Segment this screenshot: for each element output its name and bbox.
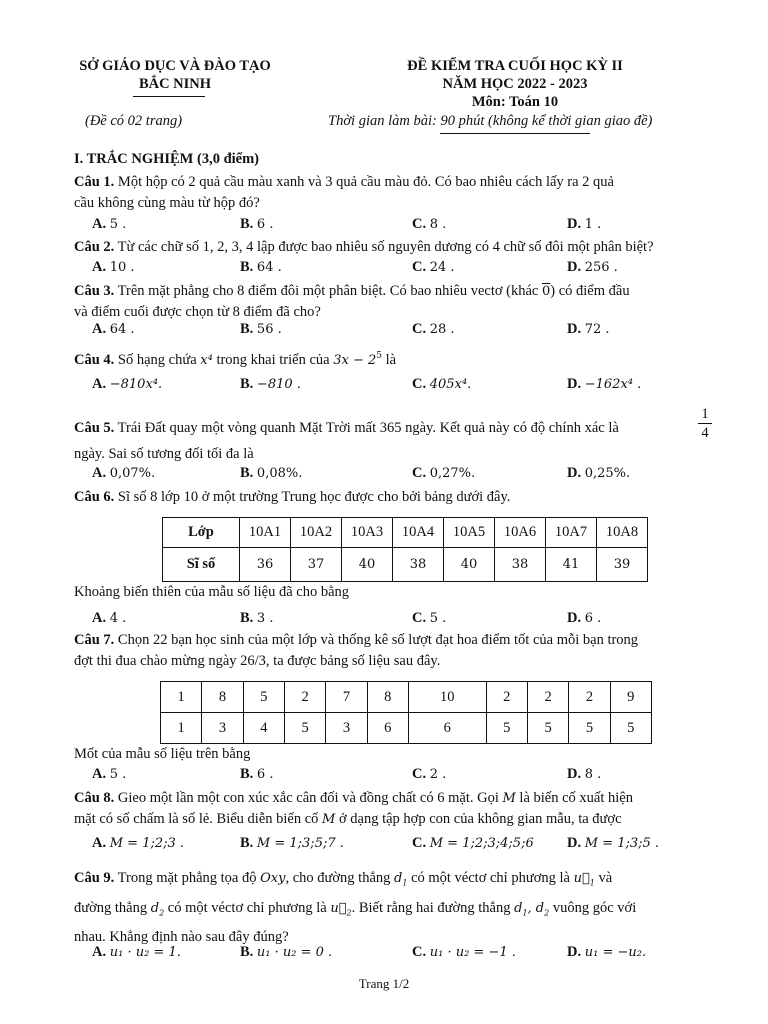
question-text: Trên mặt phẳng cho 8 điểm đôi một phân biệt. Có bao nhiêu vectơ (khác [114,283,542,299]
zero-vector: 0 [541,284,551,299]
q4-option-d: D. −162x⁴ . [567,376,642,392]
q2-option-b: B. 64 . [240,259,282,275]
question-text-cont: cầu không cùng màu từ hộp đó? [74,195,260,211]
table-cell: 3 [326,713,367,744]
question-text-cont: mặt có số chấm là số lẻ. Biểu diễn biến cố [74,811,323,827]
q5-option-d: D. 0,25%. [567,465,631,481]
header-left-underline [133,96,205,97]
event-var: M [322,812,336,827]
exam-title: ĐỀ KIỂM TRA CUỐI HỌC KỲ II [407,58,623,74]
table-row [161,713,652,744]
q4-option-b: B. −810 . [240,376,301,392]
q9-option-b: B. u₁ · u₂ = 0 . [240,944,333,960]
question-text: có một véctơ chỉ phương là [407,870,574,886]
table-cell: 6 [408,713,486,744]
coord-system: Oxy [260,871,286,886]
table-cell: 10A5 [444,518,495,548]
q5-option-b: B. 0,08%. [240,465,303,481]
question-7 [74,630,714,672]
question-label: Câu 8. [74,790,115,806]
question-text: Số hạng chứa [114,351,201,368]
table-cell: 4 [243,713,284,744]
q8-option-b: B. M = 1;3;5;7 . [240,835,344,851]
q7-option-b: B. 6 . [240,766,274,782]
table-row [161,682,652,713]
question-9: Câu 9. Trong mặt phẳng tọa độ Oxy, cho đường thẳng $d_1$ có một véctơ chỉ phương là $u⃗_1$ và đường thẳng $d_2$ có một véctơ chỉ phương là $u⃗_2$. Biết rằng hai đường thẳng $d_1$, $d_2$ vuông góc với nhau. Khẳng định nào sau đây đúng? [74,870,637,946]
table-cell: 10 [408,682,486,713]
q6-option-d: D. 6 . [567,610,602,626]
fraction-numerator: 1 [701,406,709,422]
fraction-denominator: 4 [698,423,712,442]
table-cell: 8 [202,682,243,713]
header-right-underline [440,133,590,134]
table-cell: 5 [284,713,325,744]
question-text: trong khai triển của [212,351,334,368]
table-cell: 5 [243,682,284,713]
question-label: Câu 2. [74,239,115,255]
table-cell: 5 [486,713,527,744]
fraction [698,405,712,442]
question-label: Câu 7. [74,632,115,648]
q4-option-c: C. 405x⁴. [412,376,472,392]
score-table [160,681,652,744]
question-8 [74,788,714,830]
table-cell: 10A3 [342,518,393,548]
expression: 3x − 2 [333,352,377,368]
table-cell: 39 [597,548,648,582]
question-6-cont [74,582,714,603]
exponent: 5 [376,351,382,361]
q5-option-c: C. 0,27%. [412,465,476,481]
question-4 [74,346,714,371]
question-6 [74,487,714,508]
school-year: NĂM HỌC 2022 - 2023 [442,76,588,92]
event-var: M [502,791,516,806]
question-text-cont: đợt thi đua chào mừng ngày 26/3, ta được bảng số liệu sau đây. [74,653,441,669]
question-label: Câu 3. [74,283,115,299]
question-text-cont: đường thẳng [74,899,151,916]
table-cell: 37 [291,548,342,582]
q3-option-c: C. 28 . [412,321,455,337]
table-header-cell: Sĩ số [163,548,240,582]
q7-option-a: A. 5 . [92,766,127,782]
q8-option-d: D. M = 1;3;5 . [567,835,660,851]
q1-option-b: B. 6 . [240,216,274,232]
table-cell: 10A6 [495,518,546,548]
question-label: Câu 4. [74,351,115,368]
question-text: Trái Đất quay một vòng quanh Mặt Trời mất 365 ngày. Kết quả này có độ chính xác là [114,420,619,436]
table-cell: 9 [610,682,651,713]
question-label: Câu 1. [74,174,115,190]
page-count-note: (Đề có 02 trang) [85,113,183,129]
table-cell: 2 [527,682,568,713]
q6-option-c: C. 5 . [412,610,447,626]
question-text: Chọn 22 bạn học sinh của một lớp và thống kê số lượt đạt hoa điểm tốt của mỗi bạn trong [114,632,639,648]
table-cell: 2 [284,682,325,713]
section-title: I. TRẮC NGHIỆM (3,0 điểm) [74,151,260,167]
question-text: Sĩ số 8 lớp 10 ở một trường Trung học được cho bởi bảng dưới đây. [114,489,511,505]
province-name: BẮC NINH [138,76,212,92]
table-cell: 10A8 [597,518,648,548]
question-text-cont: ở dạng tập hợp con của không gian mẫu, ta được [335,811,622,827]
table-cell: 10A1 [240,518,291,548]
question-5 [74,418,714,439]
table-cell: 1 [161,713,202,744]
table-cell: 5 [569,713,610,744]
question-3 [74,281,714,323]
q8-option-a: A. M = 1;2;3 . [92,835,185,851]
question-text-cont: và điểm cuối được chọn từ 8 điểm đã cho? [74,304,321,320]
table-cell: 5 [527,713,568,744]
table-cell: 1 [161,682,202,713]
q9-option-a: A. u₁ · u₂ = 1. [92,944,181,960]
class-size-table [162,517,648,582]
question-text-cont: vuông góc với [549,899,637,916]
table-cell: 40 [444,548,495,582]
question-2 [74,237,714,258]
q8-option-c: C. M = 1;2;3;4;5;6 [412,835,534,851]
question-label: Câu 5. [74,420,115,436]
table-cell: 6 [367,713,408,744]
table-cell: 38 [393,548,444,582]
department-name: SỞ GIÁO DỤC VÀ ĐÀO TẠO [79,58,271,74]
q2-option-c: C. 24 . [412,259,455,275]
question-text-cont: . Biết rằng hai đường thẳng [351,899,515,916]
page-footer: Trang 1/2 [358,976,410,991]
q4-option-a: A. −810x⁴. [92,376,163,392]
question-text-cont: có một véctơ chỉ phương là [164,899,331,916]
q9-option-c: C. u₁ · u₂ = −1 . [412,944,516,960]
q3-option-a: A. 64 . [92,321,135,337]
table-cell: 3 [202,713,243,744]
table-cell: 41 [546,548,597,582]
q1-option-a: A. 5 . [92,216,127,232]
table-cell: 2 [569,682,610,713]
question-text: là biến cố xuất hiện [515,790,633,806]
q3-option-b: B. 56 . [240,321,282,337]
question-text: , cho đường thẳng [285,870,395,886]
question-text-cont: Khoảng biến thiên của mẫu số liệu đã cho bằng [74,584,350,600]
q1-option-d: D. 1 . [567,216,602,232]
table-row [163,518,648,548]
question-text: ) có điểm đầu [550,283,630,299]
question-text-cont: Mốt của mẫu số liệu trên bằng [74,746,251,762]
table-cell: 10A4 [393,518,444,548]
table-cell: 10A2 [291,518,342,548]
q3-option-d: D. 72 . [567,321,610,337]
time-note: Thời gian làm bài: 90 phút (không kể thời gian giao đề) [328,113,653,129]
table-cell: 38 [495,548,546,582]
q1-option-c: C. 8 . [412,216,447,232]
term: x⁴ [200,352,213,368]
question-text: Trong mặt phẳng tọa độ [114,870,261,886]
question-7-cont [74,744,714,765]
table-cell: 2 [486,682,527,713]
table-row [163,548,648,582]
subject: Môn: Toán 10 [471,94,559,110]
q7-option-d: D. 8 . [567,766,602,782]
question-label: Câu 9. [74,870,115,886]
question-text: và [594,870,613,886]
table-cell: 5 [610,713,651,744]
question-text: Gieo một lần một con xúc xắc cân đối và đồng chất có 6 mặt. Gọi [114,790,503,806]
table-cell: 8 [367,682,408,713]
q6-option-b: B. 3 . [240,610,274,626]
q5-option-a: A. 0,07%. [92,465,156,481]
table-cell: 36 [240,548,291,582]
q2-option-a: A. 10 . [92,259,135,275]
q7-option-c: C. 2 . [412,766,447,782]
q2-option-d: D. 256 . [567,259,618,275]
table-cell: 40 [342,548,393,582]
q9-option-d: D. u₁ = −u₂. [567,944,647,960]
table-header-cell: Lớp [163,518,240,548]
question-text: Một hộp có 2 quả cầu màu xanh và 3 quả cầu màu đỏ. Có bao nhiêu cách lấy ra 2 quả [114,174,614,190]
question-text: là [381,351,397,368]
question-text: Từ các chữ số 1, 2, 3, 4 lập được bao nhiêu số nguyên dương có 4 chữ số đôi một phân biệt? [114,239,654,255]
table-cell: 7 [326,682,367,713]
question-text-cont: nhau. Khẳng định nào sau đây đúng? [74,929,289,946]
question-label: Câu 6. [74,489,115,505]
question-5-cont [74,444,714,465]
q6-option-a: A. 4 . [92,610,127,626]
question-1 [74,172,714,214]
table-cell: 10A7 [546,518,597,548]
question-text-cont: ngày. Sai số tương đối tối đa là [74,446,254,462]
